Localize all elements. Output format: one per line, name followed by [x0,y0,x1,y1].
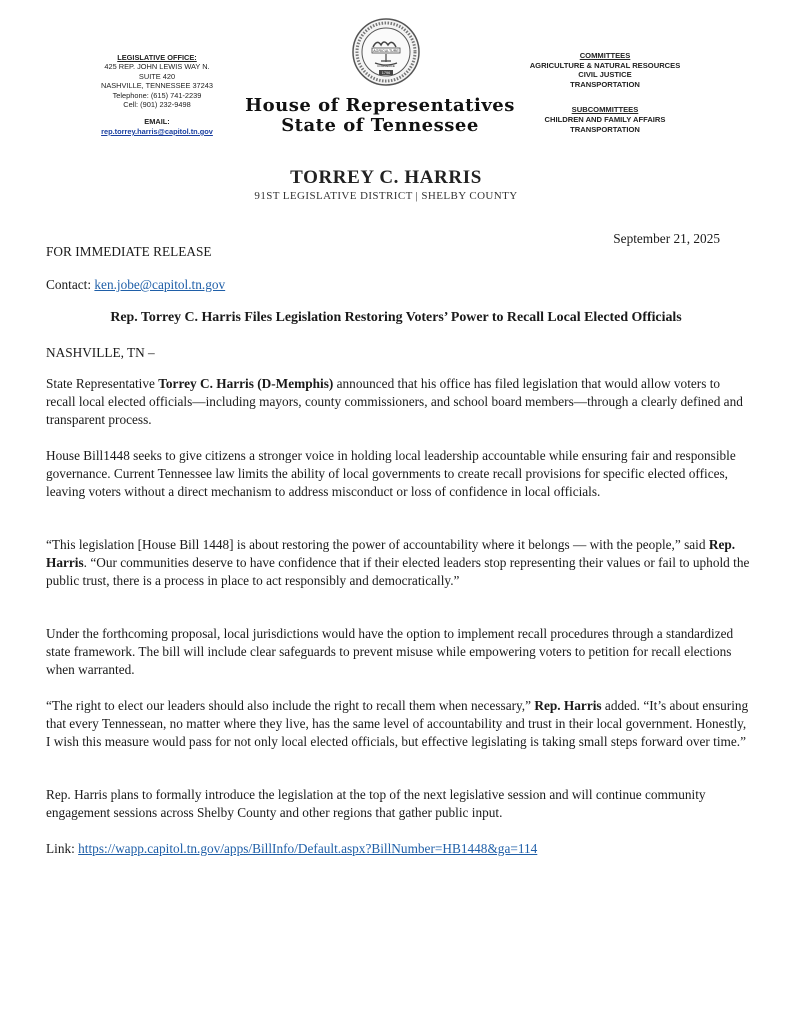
paragraph-text: State Representative [46,376,159,391]
release-label: FOR IMMEDIATE RELEASE [46,244,212,259]
subcommittee-item: CHILDREN AND FAMILY AFFAIRS [544,114,666,124]
subcommittees-heading: SUBCOMMITTEES [571,105,639,115]
bold-name: Torrey C. Harris (D-Memphis) [158,376,334,391]
office-address-line: SUITE 420 [138,71,176,81]
paragraph-1 [46,375,752,428]
office-cell: Cell: (901) 232-9498 [123,100,191,110]
seal-commerce-text: COMMERCE [377,64,395,68]
paragraph-text: “This legislation [House Bill 1448] is about restoring the power of accountability where it belongs — with the people,” said [46,537,709,552]
seal-year-text: 1796 [381,71,391,75]
paragraph-text: announced that his office has filed legislation that would allow voters to recall local elected officials—including mayors, county commissioners, and school board members—through a clearly defined and transparent process. [46,376,743,427]
committee-item: TRANSPORTATION [570,79,640,89]
paragraph-2: House Bill1448 seeks to give citizens a stronger voice in holding local leadership accountable while ensuring fair and responsible governance. Current Tennessee law limits the ability of local governments to create recall provisions for specific elected offices, leaving voters without a direct mechanism to address misconduct or loss of confidence in local officials. [46,448,736,499]
seal-agriculture-text: AGRICULTURE [373,49,399,54]
paragraph-text: added. “It’s about ensuring that every Tennessean, no matter where they live, has the same level of accountability and trust in their local government. Honestly, I wish this measure would pass for not only local elected officials, but effective legislating is taking small steps forward over time.” [46,698,749,749]
dateline: NASHVILLE, TN – [46,345,155,360]
link-label: Link: [46,841,79,856]
paragraph-4: Under the forthcoming proposal, local jurisdictions would have the option to implement recall procedures through a standardized state framework. The bill will include clear safeguards to prevent misuse while empowering voters to petition for recall elections when warranted. [46,626,734,677]
committees-block [500,51,710,134]
paragraph-text: “The right to elect our leaders should also include the right to recall them when necessary,” [46,698,535,713]
office-telephone: Telephone: (615) 741-2239 [112,90,202,100]
paragraph-6: Rep. Harris plans to formally introduce the legislation at the top of the next legislative session and will continue community engagement sessions across Shelby County and other regions that gather public input. [46,787,706,820]
state-line: State of Tennessee [281,115,479,136]
state-seal [351,17,421,87]
office-heading: LEGISLATIVE OFFICE: [117,53,197,62]
release-date: September 21, 2025 [613,231,720,246]
committee-item: AGRICULTURE & NATURAL RESOURCES [529,60,681,70]
office-address-line: 425 REP. JOHN LEWIS WAY N. [104,62,210,72]
headline: Rep. Torrey C. Harris Files Legislation Restoring Voters’ Power to Recall Local Elected Officials [110,310,682,325]
house-line: House of Representatives [245,95,515,116]
subcommittee-item: TRANSPORTATION [570,124,640,134]
email-label: EMAIL: [144,117,170,127]
link-line [46,840,537,858]
office-address-line: NASHVILLE, TENNESSEE 37243 [100,81,213,91]
bold-name: Rep. Harris [534,698,602,713]
contact-line [46,276,225,294]
legislative-office-block [62,53,252,136]
paragraph-3 [46,536,752,589]
committee-item: CIVIL JUSTICE [578,70,632,80]
district-line: 91ST LEGISLATIVE DISTRICT | SHELBY COUNTY [254,190,518,202]
office-email-link[interactable]: rep.torrey.harris@capitol.tn.gov [101,126,213,136]
house-title [240,96,520,136]
bold-name: Rep. Harris [46,537,736,570]
contact-label: Contact: [46,277,95,292]
paragraph-5 [46,697,752,750]
representative-name: TORREY C. HARRIS [290,167,482,188]
contact-email-link[interactable]: ken.jobe@capitol.tn.gov [94,277,226,292]
bill-info-link[interactable]: https://wapp.capitol.tn.gov/apps/BillInfo/Default.aspx?BillNumber=HB1448&ga=114 [78,841,538,856]
paragraph-text: . “Our communities deserve to have confidence that if their elected leaders stop representing their values or fail to uphold the public trust, there is a process in place to act responsibly and democratically.” [46,554,750,588]
tennessee-seal-icon [351,17,421,87]
committees-heading: COMMITTEES [579,51,631,60]
